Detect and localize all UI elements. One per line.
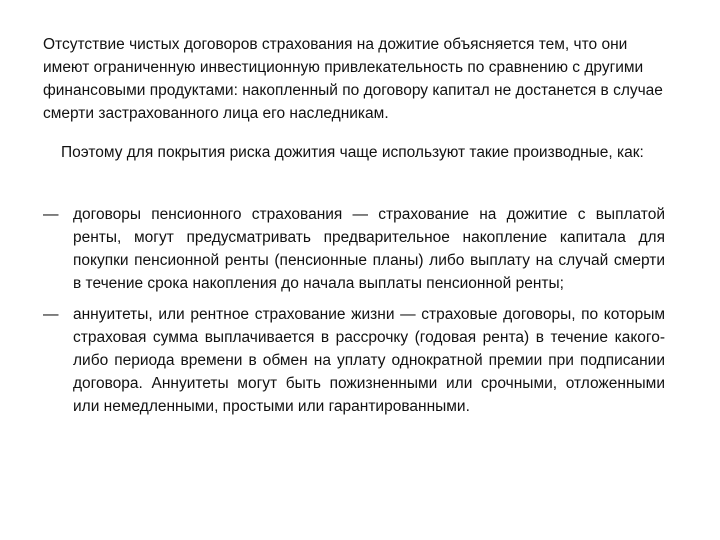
bullet-dash: —: [43, 306, 59, 323]
list-item-text: договоры пенсионного страхования — страхование на дожитие с выплатой ренты, могут предусматривать предварительное накопление капитала для покупки пенсионной ренты (пенсионные планы) либо выплату на случай смерти в течение срока накопления до начала выплаты пенсионной ренты;: [73, 206, 665, 292]
intro-paragraph: Отсутствие чистых договоров страхования на дожитие объясняется тем, что они имеют ограниченную инвестиционную привлекательность по сравнению с другими финансовыми продуктами: накопленный по договору капитал не достанется в случае смерти застрахованного лица его наследникам.: [43, 36, 663, 122]
lead-paragraph: Поэтому для покрытия риска дожития чаще используют такие производные, как:: [61, 144, 644, 161]
list-item-text: аннуитеты, или рентное страхование жизни — страховые договоры, по которым страховая сумма выплачивается в рассрочку (годовая рента) в течение какого-либо периода времени в обмен на уплату однократной премии при подписании договора. Аннуитеты могут быть пожизненными или срочными, отложенными или немедленными, простыми или гарантированными.: [73, 306, 665, 415]
list-item: [43, 303, 665, 418]
list-item: [43, 203, 665, 295]
bullet-dash: —: [43, 206, 59, 223]
